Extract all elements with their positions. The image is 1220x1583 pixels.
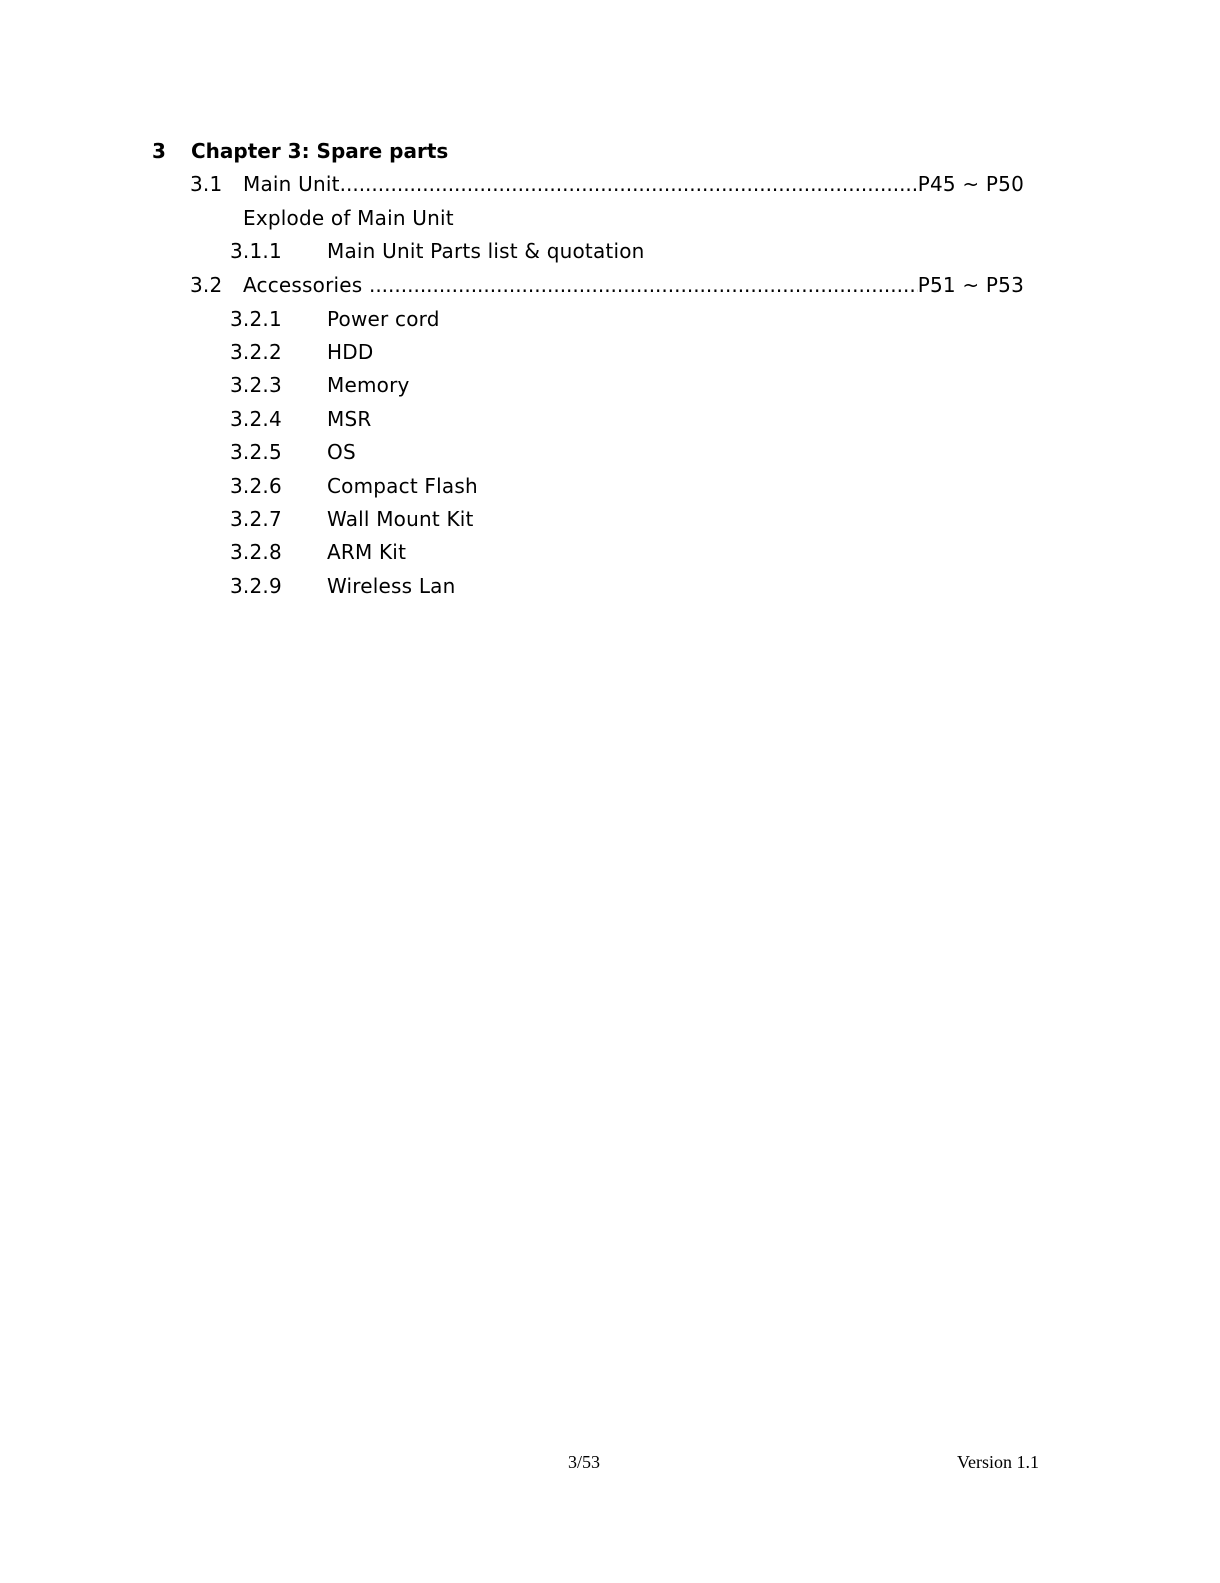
- toc-subentry-hdd[interactable]: HDD: [327, 340, 374, 364]
- toc-subentry-arm-kit[interactable]: ARM Kit: [327, 540, 407, 564]
- toc-subentry-compact-flash[interactable]: Compact Flash: [327, 474, 478, 498]
- toc-entry-label: Main Unit: [243, 172, 340, 196]
- toc-subentry-number: 3.2.7: [230, 507, 282, 531]
- dot-leader: [340, 171, 918, 197]
- toc-subentry-main-unit-parts[interactable]: Main Unit Parts list & quotation: [327, 239, 645, 263]
- toc-subentry-os[interactable]: OS: [327, 440, 356, 464]
- toc-subentry-number: 3.2.6: [230, 474, 282, 498]
- toc-note-explode: Explode of Main Unit: [243, 206, 454, 230]
- toc-subentry-memory[interactable]: Memory: [327, 373, 410, 397]
- document-version: Version 1.1: [957, 1452, 1039, 1472]
- toc-subentry-wireless-lan[interactable]: Wireless Lan: [327, 574, 456, 598]
- toc-subentry-power-cord[interactable]: Power cord: [327, 307, 440, 331]
- toc-entry-accessories[interactable]: [190, 272, 1024, 298]
- toc-subentry-number: 3.2.3: [230, 373, 282, 397]
- chapter-title: Chapter 3: Spare parts: [191, 139, 449, 163]
- page-number: 3/53: [568, 1452, 601, 1472]
- toc-subentry-number: 3.2.5: [230, 440, 282, 464]
- toc-subentry-number: 3.2.4: [230, 407, 282, 431]
- toc-entry-pages: P51 ~ P53: [917, 273, 1024, 297]
- toc-entry-main-unit[interactable]: [190, 171, 1024, 197]
- toc-subentry-number: 3.2.8: [230, 540, 282, 564]
- toc-subentry-number: 3.2.9: [230, 574, 282, 598]
- toc-subentry-wall-mount-kit[interactable]: Wall Mount Kit: [327, 507, 474, 531]
- chapter-number: 3: [152, 139, 166, 163]
- toc-entry-number: 3.2: [190, 273, 223, 297]
- toc-entry-label: Accessories: [243, 273, 369, 297]
- dot-leader: [369, 272, 918, 298]
- toc-entry-number: 3.1: [190, 172, 223, 196]
- toc-entry-pages: P45 ~ P50: [917, 172, 1024, 196]
- toc-subentry-msr[interactable]: MSR: [327, 407, 372, 431]
- toc-subentry-number: 3.2.1: [230, 307, 282, 331]
- toc-subentry-number: 3.1.1: [230, 239, 282, 263]
- toc-subentry-number: 3.2.2: [230, 340, 282, 364]
